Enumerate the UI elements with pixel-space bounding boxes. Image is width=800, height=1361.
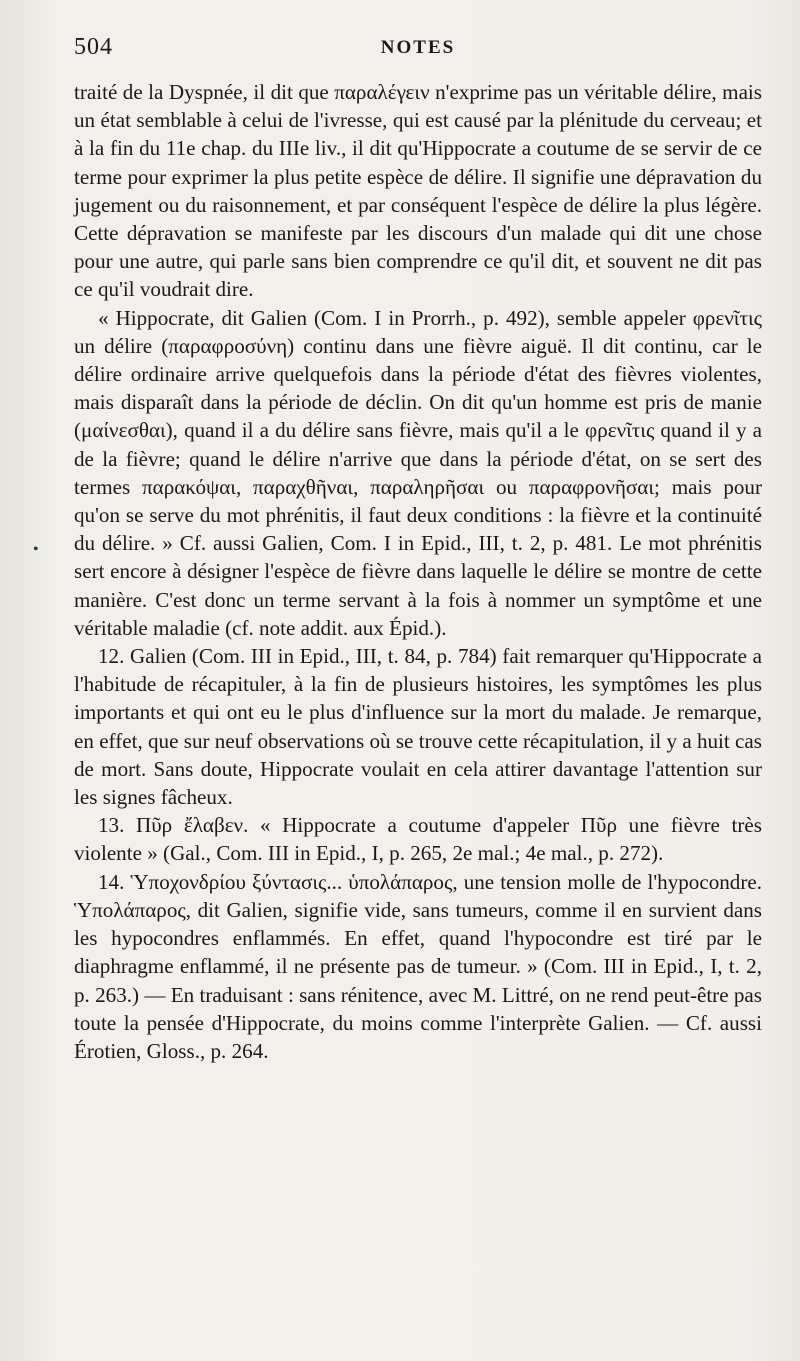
margin-mark: • (33, 541, 39, 558)
paragraph-note-12: 12. Galien (Com. III in Epid., III, t. 84, p. 784) fait remarquer qu'Hippocrate a l'habitude de récapituler, à la fin de plusieurs histoires, les symptômes les plus importants et qui ont eu le plus d'influence sur la mort du malade. Je remarque, en effet, que sur neuf observations où se trouve cette récapitulation, il y a huit cas de mort. Sans doute, Hippocrate voulait en cela attirer davantage l'attention sur les signes fâcheux. (74, 644, 762, 810)
paragraph-galien-quote: « Hippocrate, dit Galien (Com. I in Prorrh., p. 492), semble appeler φρενῖτις un délire (παραφροσύνη) continu dans une fièvre aiguë. Il dit continu, car le délire ordinaire arrive quelquefois dans la période d'état des fièvres violentes, mais disparaît dans la période de déclin. On dit qu'un homme est pris de manie (μαίνεσθαι), quand il a du délire sans fièvre, mais qu'il a le φρενῖτις quand il y a de la fièvre; quand le délire n'arrive que dans la période d'état, on se sert des termes παρακόψαι, παραχθῆναι, παραληρῆσαι ou παραφρονῆσαι; mais pour qu'on se serve du mot phrénitis, il faut deux conditions : la fièvre et la continuité du délire. » Cf. aussi Galien, Com. I in Epid., III, t. 2, p. 481. Le mot phrénitis sert encore à désigner l'espèce de fièvre dans laquelle le délire se montre de cette manière. C'est donc un terme servant à la fois à nommer un symptôme et une véritable maladie (cf. note addit. aux Épid.). (74, 305, 762, 640)
page-header (74, 28, 762, 68)
page-body (74, 78, 762, 1065)
paragraph-note-13: 13. Πῦρ ἔλαβεν. « Hippocrate a coutume d'appeler Πῦρ une fièvre très violente » (Gal., Com. III in Epid., I, p. 265, 2e mal.; 4e mal., p. 272). (74, 813, 762, 866)
paragraph-note-14: 14. Ὑποχονδρίου ξύντασις... ὑπολάπαρος, une tension molle de l'hypocondre. Ὑπολάπαρος, dit Galien, signifie vide, sans tumeurs, comme il en survient dans les hypocondres enflammés. En effet, quand l'hypocondre est tiré par le diaphragme enflammé, il ne présente pas de tumeur. » (Com. III in Epid., I, t. 2, p. 263.) — En traduisant : sans rénitence, avec M. Littré, on ne rend peut-être pas toute la pensée d'Hippocrate, du moins comme l'interprète Galien. — Cf. aussi Érotien, Gloss., p. 264. (74, 869, 762, 1063)
running-head: NOTES (380, 37, 456, 58)
page-number: 504 (74, 34, 113, 60)
paragraph-continuation: traité de la Dyspnée, il dit que παραλέγειν n'exprime pas un véritable délire, mais un état semblable à celui de l'ivresse, qui est causé par la plénitude du cerveau; et à la fin du 11e chap. du IIIe liv., il dit qu'Hippocrate a coutume de se servir de ce terme pour exprimer la plus petite espèce de délire. Il signifie une dépravation du jugement ou du raisonnement, et par conséquent l'espèce de délire la plus légère. Cette dépravation se manifeste par les discours d'un malade qui dit une chose pour une autre, qui parle sans bien comprendre ce qu'il dit, et souvent ne dit pas ce qu'il voudrait dire. (74, 80, 762, 302)
